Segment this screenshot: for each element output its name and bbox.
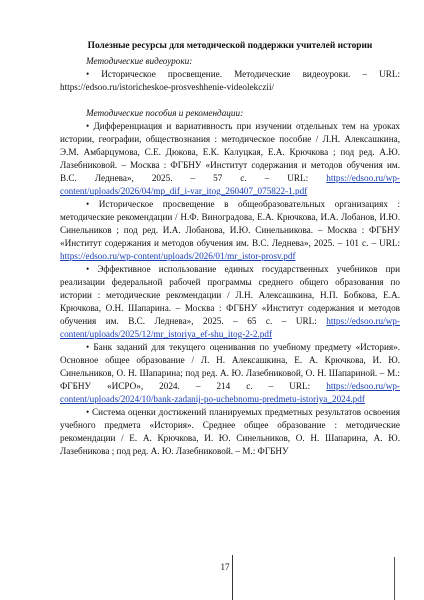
page-title: Полезные ресурсы для методической поддержки учителей истории bbox=[87, 41, 373, 51]
manual-entry-3 bbox=[60, 263, 400, 341]
manual-entry-5 bbox=[60, 406, 400, 458]
entry-link[interactable]: https://edsoo.ru/wp-content/uploads/2026/04/mp_dif_i-var_itog_260407_075822-1.pdf bbox=[60, 173, 400, 196]
entry-text: • Банк заданий для текущего оценивания по учебному предмету «История». Основное общее образование / Л. Н. Алексашкина, Е. А. Крючкова, И. Ю. Синельников, О. Н. Шапарина; под ред. А. Ю. Лазебниковой, О. Н. Шапариной. – М.: ФГБНУ «ИСРО», 2024. – 214 с. – URL: bbox=[60, 342, 400, 391]
entry-link[interactable]: https://edsoo.ru/wp-content/uploads/2025/12/mr_istoriya_ef-shu_itog-2-2.pdf bbox=[60, 316, 400, 339]
page-content bbox=[60, 40, 400, 458]
corner-rule bbox=[394, 557, 395, 600]
page-number: 17 bbox=[220, 562, 230, 572]
video-entry: • Историческое просвещение. Методические видеоуроки. – URL: https://edsoo.ru/istoricheskoe-prosveshhenie-videolekczii/ bbox=[60, 69, 400, 92]
section-heading-manuals: Методические пособия и рекомендации: bbox=[86, 108, 244, 118]
section-heading-video: Методические видеоуроки: bbox=[86, 56, 193, 66]
entry-text: • Историческое просвещение в общеобразовательных организациях : методические рекомендации / Н.Ф. Виноградова, Е.А. Крючкова, И.А. Лобанов, И.Ю. Синельников ; под ред. И.А. Лобанова, И.Ю. Синельникова. – Москва : ФГБНУ «Институт содержания и методов обучения им. В.С. Леднева», 2025. – 101 с. – URL: bbox=[60, 199, 400, 248]
manual-entry-2 bbox=[60, 198, 400, 263]
entry-link[interactable]: https://edsoo.ru/wp-content/uploads/2026/01/mr_istor-prosv.pdf bbox=[60, 251, 296, 261]
footer-vertical-rule bbox=[232, 555, 233, 600]
manual-entry-4 bbox=[60, 341, 400, 406]
manual-entry-1 bbox=[60, 120, 400, 198]
entry-link[interactable]: https://edsoo.ru/wp-content/uploads/2024/10/bank-zadanij-po-uchebnomu-predmetu-istoriya_2024.pdf bbox=[60, 381, 400, 404]
entry-text: • Дифференциация и вариативность при изучении отдельных тем на уроках истории, географии, обществознания : методическое пособие / Л.Н. Алексашкина, Э.М. Амбарцумова, С.Е. Дюкова, Е.К. Калуцкая, Е.А. Крючкова ; под ред. А.Ю. Лазебниковой. – Москва : ФГБНУ «Институт содержания и методов обучения им. В.С. Леднева», 2025. – 57 с. – URL: bbox=[60, 121, 400, 183]
entry-text: • Эффективное использование единых государственных учебников при реализации федеральной рабочей программы среднего общего образования по истории : методические рекомендации / Л.Н. Алексашкина, Н.П. Бобкова, Е.А. Крючкова, О.Н. Шапарина. – Москва : ФГБНУ «Институт содержания и методов обучения им. В.С. Леднева», 2025. – 65 с. – URL: bbox=[60, 264, 400, 326]
entry-text: • Система оценки достижений планируемых предметных результатов освоения учебного предмета «История». Среднее общее образование : методические рекомендации / Е. А. Крючкова, И. Ю. Синельников, О. Н. Шапарина, А. Ю. Лазебникова ; под ред. А. Ю. Лазебниковой. – М.: ФГБНУ bbox=[60, 407, 400, 456]
